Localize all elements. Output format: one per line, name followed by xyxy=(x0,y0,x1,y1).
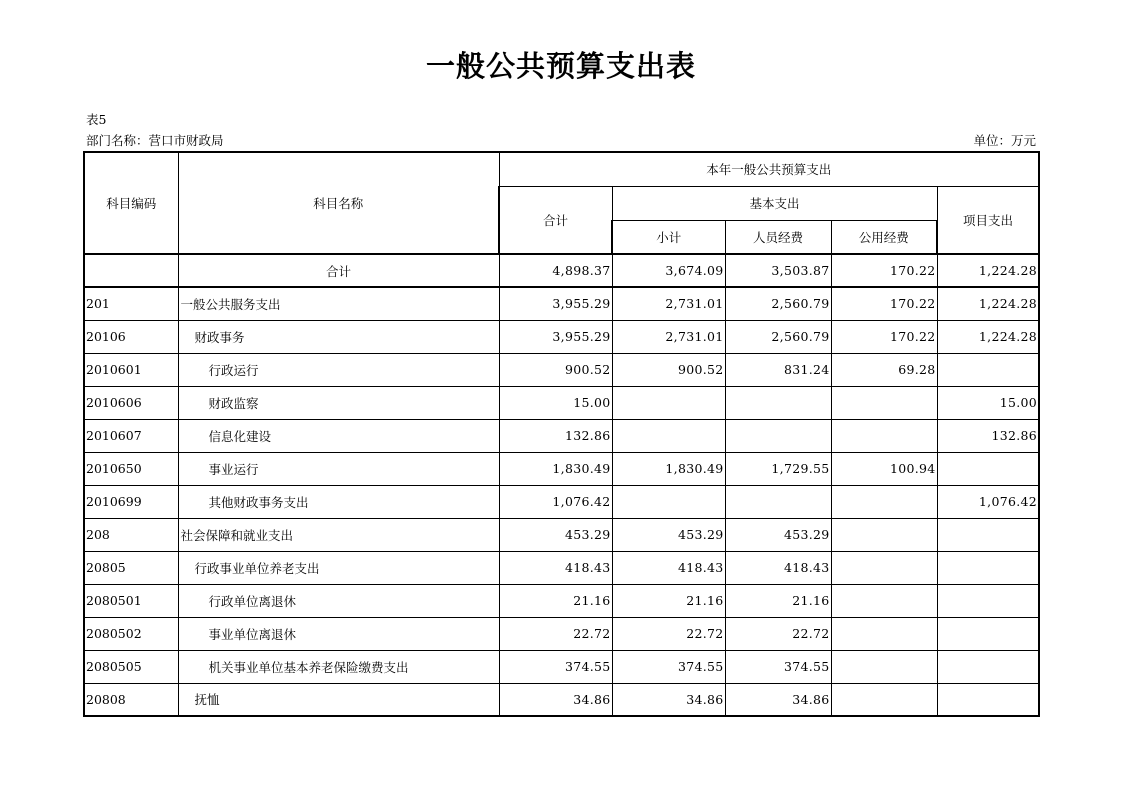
row-name: 行政单位离退休 xyxy=(178,584,499,617)
total-label: 合计 xyxy=(178,254,499,287)
header-project: 项目支出 xyxy=(937,186,1039,254)
row-total: 374.55 xyxy=(499,650,612,683)
row-personnel xyxy=(725,485,831,518)
row-subtotal: 22.72 xyxy=(612,617,725,650)
row-public: 170.22 xyxy=(831,320,937,353)
row-personnel: 453.29 xyxy=(725,518,831,551)
row-name: 行政运行 xyxy=(178,353,499,386)
header-total: 合计 xyxy=(499,186,612,254)
row-subtotal: 418.43 xyxy=(612,551,725,584)
row-personnel: 1,729.55 xyxy=(725,452,831,485)
table-row xyxy=(84,551,1039,584)
row-total: 21.16 xyxy=(499,584,612,617)
row-code: 2010650 xyxy=(84,452,178,485)
row-name: 其他财政事务支出 xyxy=(178,485,499,518)
row-subtotal: 34.86 xyxy=(612,683,725,716)
row-code: 2080501 xyxy=(84,584,178,617)
row-project: 15.00 xyxy=(937,386,1039,419)
row-personnel: 2,560.79 xyxy=(725,320,831,353)
row-total: 3,955.29 xyxy=(499,287,612,320)
row-name: 行政事业单位养老支出 xyxy=(178,551,499,584)
total-personnel: 3,503.87 xyxy=(725,254,831,287)
row-total: 418.43 xyxy=(499,551,612,584)
row-subtotal: 2,731.01 xyxy=(612,287,725,320)
row-personnel xyxy=(725,419,831,452)
row-personnel: 831.24 xyxy=(725,353,831,386)
row-code: 208 xyxy=(84,518,178,551)
row-code: 2080502 xyxy=(84,617,178,650)
row-name: 信息化建设 xyxy=(178,419,499,452)
total-subtotal: 3,674.09 xyxy=(612,254,725,287)
table-row xyxy=(84,287,1039,320)
table-row xyxy=(84,584,1039,617)
total-code-cell xyxy=(84,254,178,287)
table-row xyxy=(84,353,1039,386)
row-subtotal xyxy=(612,419,725,452)
header-current-year: 本年一般公共预算支出 xyxy=(499,152,1039,186)
row-project: 132.86 xyxy=(937,419,1039,452)
page-title: 一般公共预算支出表 xyxy=(425,49,696,83)
row-code: 2010601 xyxy=(84,353,178,386)
row-code: 2010699 xyxy=(84,485,178,518)
row-personnel: 374.55 xyxy=(725,650,831,683)
budget-table xyxy=(83,151,1040,717)
row-code: 20808 xyxy=(84,683,178,716)
row-personnel: 418.43 xyxy=(725,551,831,584)
row-project: 1,224.28 xyxy=(937,287,1039,320)
header-code: 科目编码 xyxy=(84,152,178,254)
row-subtotal: 900.52 xyxy=(612,353,725,386)
row-total: 15.00 xyxy=(499,386,612,419)
row-public xyxy=(831,584,937,617)
row-code: 2080505 xyxy=(84,650,178,683)
row-project xyxy=(937,683,1039,716)
row-project xyxy=(937,452,1039,485)
table-row xyxy=(84,452,1039,485)
department-name: 部门名称：营口市财政局 xyxy=(86,133,224,148)
header-public: 公用经费 xyxy=(831,220,937,254)
row-subtotal: 21.16 xyxy=(612,584,725,617)
header-subtotal: 小计 xyxy=(612,220,725,254)
row-total: 34.86 xyxy=(499,683,612,716)
row-project xyxy=(937,353,1039,386)
row-code: 2010607 xyxy=(84,419,178,452)
row-total: 900.52 xyxy=(499,353,612,386)
row-public xyxy=(831,386,937,419)
row-personnel xyxy=(725,386,831,419)
row-public: 100.94 xyxy=(831,452,937,485)
row-subtotal: 1,830.49 xyxy=(612,452,725,485)
table-number: 表5 xyxy=(86,112,107,127)
row-subtotal: 453.29 xyxy=(612,518,725,551)
header-basic: 基本支出 xyxy=(612,186,937,220)
total-project: 1,224.28 xyxy=(937,254,1039,287)
row-name: 财政事务 xyxy=(178,320,499,353)
row-code: 20805 xyxy=(84,551,178,584)
row-public xyxy=(831,683,937,716)
total-public: 170.22 xyxy=(831,254,937,287)
header-personnel: 人员经费 xyxy=(725,220,831,254)
row-total: 1,830.49 xyxy=(499,452,612,485)
row-total: 3,955.29 xyxy=(499,320,612,353)
row-public xyxy=(831,617,937,650)
row-public xyxy=(831,485,937,518)
row-public xyxy=(831,650,937,683)
table-row xyxy=(84,386,1039,419)
row-personnel: 2,560.79 xyxy=(725,287,831,320)
row-name: 事业单位离退休 xyxy=(178,617,499,650)
row-project xyxy=(937,650,1039,683)
table-row xyxy=(84,617,1039,650)
table-row xyxy=(84,419,1039,452)
row-subtotal: 2,731.01 xyxy=(612,320,725,353)
row-subtotal xyxy=(612,386,725,419)
table-row xyxy=(84,683,1039,716)
row-total: 453.29 xyxy=(499,518,612,551)
row-total: 1,076.42 xyxy=(499,485,612,518)
row-personnel: 22.72 xyxy=(725,617,831,650)
row-personnel: 21.16 xyxy=(725,584,831,617)
row-name: 事业运行 xyxy=(178,452,499,485)
row-name: 财政监察 xyxy=(178,386,499,419)
row-subtotal xyxy=(612,485,725,518)
table-row xyxy=(84,518,1039,551)
row-code: 20106 xyxy=(84,320,178,353)
unit-label: 单位：万元 xyxy=(973,133,1036,148)
table-row xyxy=(84,320,1039,353)
row-project: 1,076.42 xyxy=(937,485,1039,518)
row-name: 社会保障和就业支出 xyxy=(178,518,499,551)
row-personnel: 34.86 xyxy=(725,683,831,716)
row-total: 22.72 xyxy=(499,617,612,650)
row-code: 201 xyxy=(84,287,178,320)
row-subtotal: 374.55 xyxy=(612,650,725,683)
row-total: 132.86 xyxy=(499,419,612,452)
row-project xyxy=(937,584,1039,617)
table-row xyxy=(84,485,1039,518)
row-project xyxy=(937,518,1039,551)
row-public xyxy=(831,518,937,551)
total-total: 4,898.37 xyxy=(499,254,612,287)
row-public xyxy=(831,419,937,452)
row-name: 抚恤 xyxy=(178,683,499,716)
row-code: 2010606 xyxy=(84,386,178,419)
row-public xyxy=(831,551,937,584)
header-name: 科目名称 xyxy=(178,152,499,254)
row-project: 1,224.28 xyxy=(937,320,1039,353)
row-public: 69.28 xyxy=(831,353,937,386)
total-row xyxy=(84,254,1039,287)
row-name: 机关事业单位基本养老保险缴费支出 xyxy=(178,650,499,683)
row-project xyxy=(937,617,1039,650)
row-project xyxy=(937,551,1039,584)
table-row xyxy=(84,650,1039,683)
row-public: 170.22 xyxy=(831,287,937,320)
row-name: 一般公共服务支出 xyxy=(178,287,499,320)
